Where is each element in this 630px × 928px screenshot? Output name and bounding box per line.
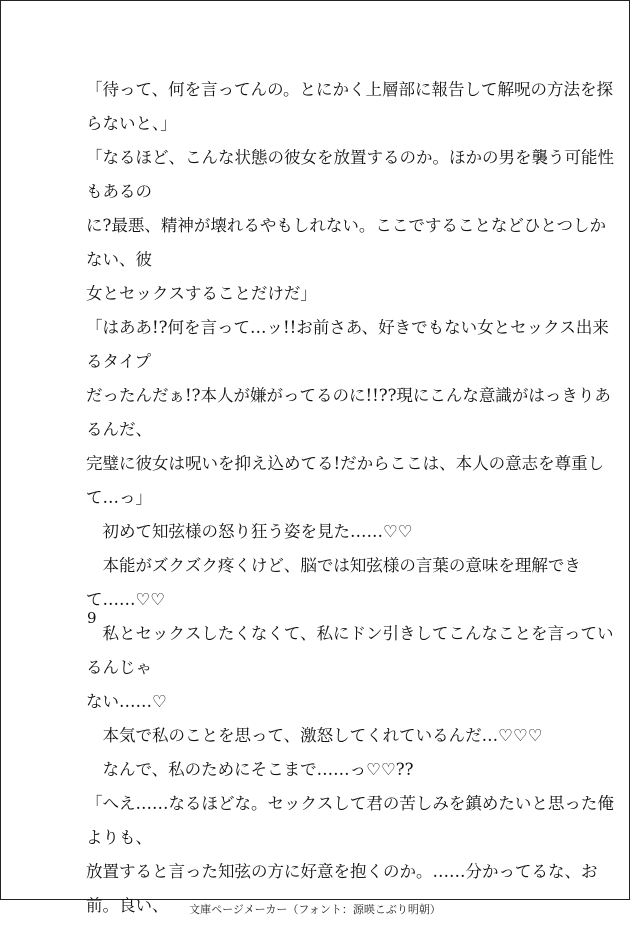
text-line: 本気で私のことを思って、激怒してくれているんだ…♡♡♡ (86, 726, 543, 745)
text-line: 完璧に彼女は呪いを抑え込めてる!だからここは、本人の意志を尊重して…っ」 (86, 454, 605, 507)
footer-credit: 文庫ページメーカー（フォント：源暎こぶり明朝） (189, 903, 441, 916)
text-line: ない……♡ (86, 692, 167, 711)
text-line: 放置すると言った知弦の方に好意を抱くのか。……分かってるな、お前。良い、 (86, 862, 598, 915)
text-line: 私とセックスしたくなくて、私にドン引きしてこんなことを言っているんじゃ (86, 624, 614, 677)
text-line: 本能がズクズク疼くけど、脳では知弦様の言葉の意味を理解できて……♡♡ (86, 556, 581, 609)
text-line: 「はああ!?何を言って…ッ!!お前さあ、好きでもない女とセックス出来るタイプ (86, 318, 609, 371)
text-line: 「へえ……なるほどな。セックスして君の苦しみを鎮めたいと思った俺よりも、 (86, 794, 614, 847)
text-line: 女とセックスすることだけだ」 (86, 284, 317, 303)
text-line: 初めて知弦様の怒り狂う姿を見た……♡♡ (86, 522, 413, 541)
page-number: 9 (87, 609, 97, 627)
text-line: なんで、私のためにそこまで……っ♡♡?? (86, 760, 414, 779)
text-line: 「なるほど、こんな状態の彼女を放置するのか。ほかの男を襲う可能性もあるの (86, 148, 614, 201)
body-text (86, 73, 616, 923)
text-line: 「待って、何を言ってんの。とにかく上層部に報告して解呪の方法を探らないと、」 (86, 80, 614, 133)
text-line: に?最悪、精神が壊れるやもしれない。ここですることなどひとつしかない、彼 (86, 216, 607, 269)
text-line: だったんだぁ!?本人が嫌がってるのに!!??現にこんな意識がはっきりあるんだ、 (86, 386, 611, 439)
